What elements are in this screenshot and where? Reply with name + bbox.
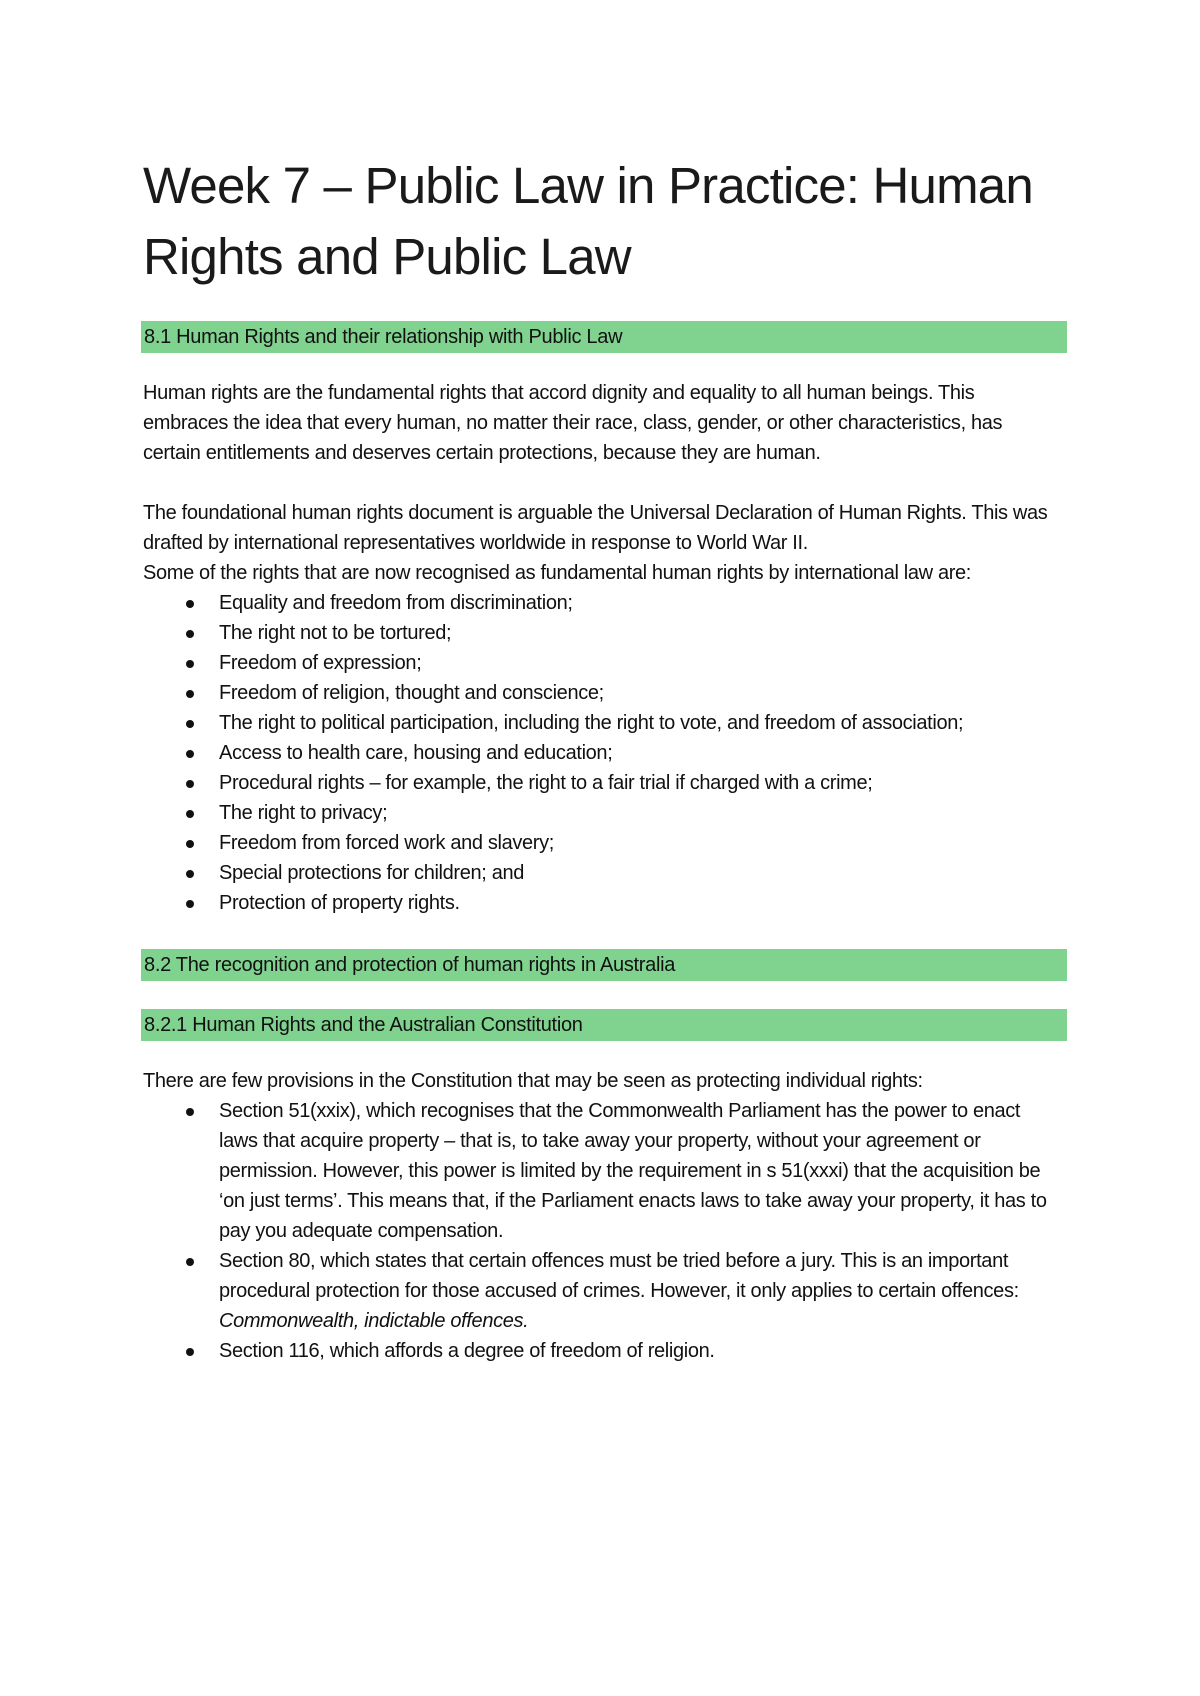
section-heading-8-2-1: 8.2.1 Human Rights and the Australian Constitution xyxy=(141,1009,1067,1041)
list-item: Procedural rights – for example, the right to a fair trial if charged with a crime; xyxy=(143,768,1063,798)
document-page xyxy=(143,150,1063,1366)
list-item: Protection of property rights. xyxy=(143,888,1063,918)
list-item: The right to political participation, including the right to vote, and freedom of association; xyxy=(143,708,1063,738)
bullet-icon xyxy=(186,750,194,758)
list-item: The right to privacy; xyxy=(143,798,1063,828)
list-item: Access to health care, housing and education; xyxy=(143,738,1063,768)
bullet-icon xyxy=(186,780,194,788)
paragraph-rights-intro: Some of the rights that are now recognised as fundamental human rights by international law are: xyxy=(143,562,972,584)
bullet-icon xyxy=(186,900,194,908)
list-item: Freedom of expression; xyxy=(143,648,1063,678)
bullet-icon xyxy=(186,720,194,728)
constitution-provisions-list xyxy=(143,1096,1063,1366)
bullet-icon xyxy=(186,660,194,668)
bullet-icon xyxy=(186,600,194,608)
paragraph-human-rights-definition: Human rights are the fundamental rights that accord dignity and equality to all human beings. This embraces the idea that every human, no matter their race, class, gender, or other characteristics, has certain entitlements and deserves certain protections, because they are human. xyxy=(143,382,1003,464)
section-heading-8-1: 8.1 Human Rights and their relationship with Public Law xyxy=(141,321,1067,353)
list-item: Section 80, which states that certain offences must be tried before a jury. This is an important procedural protection for those accused of crimes. However, it only applies to certain offences: Commonwealth, indictable offences. xyxy=(143,1246,1063,1336)
list-item: Equality and freedom from discrimination; xyxy=(143,588,1063,618)
paragraph-constitution-intro: There are few provisions in the Constitution that may be seen as protecting individual rights: xyxy=(143,1070,923,1092)
list-item: The right not to be tortured; xyxy=(143,618,1063,648)
bullet-icon xyxy=(186,1348,194,1356)
bullet-icon xyxy=(186,840,194,848)
rights-list xyxy=(143,588,1063,918)
paragraph-udhr: The foundational human rights document is arguable the Universal Declaration of Human Rights. This was drafted by international representatives worldwide in response to World War II. xyxy=(143,502,1048,554)
list-item: Freedom from forced work and slavery; xyxy=(143,828,1063,858)
bullet-icon xyxy=(186,630,194,638)
list-item: Special protections for children; and xyxy=(143,858,1063,888)
list-item: Section 116, which affords a degree of freedom of religion. xyxy=(143,1336,1063,1366)
section-heading-8-2: 8.2 The recognition and protection of human rights in Australia xyxy=(141,949,1067,981)
bullet-icon xyxy=(186,690,194,698)
list-item: Section 51(xxix), which recognises that the Commonwealth Parliament has the power to enact laws that acquire property – that is, to take away your property, without your agreement or permission. However, this power is limited by the requirement in s 51(xxxi) that the acquisition be ‘on just terms’. This means that, if the Parliament enacts laws to take away your property, it has to pay you adequate compensation. xyxy=(143,1096,1063,1246)
document-title: Week 7 – Public Law in Practice: Human Rights and Public Law xyxy=(143,157,1033,285)
bullet-icon xyxy=(186,810,194,818)
bullet-icon xyxy=(186,1108,194,1116)
bullet-icon xyxy=(186,1258,194,1266)
bullet-icon xyxy=(186,870,194,878)
list-item: Freedom of religion, thought and conscience; xyxy=(143,678,1063,708)
